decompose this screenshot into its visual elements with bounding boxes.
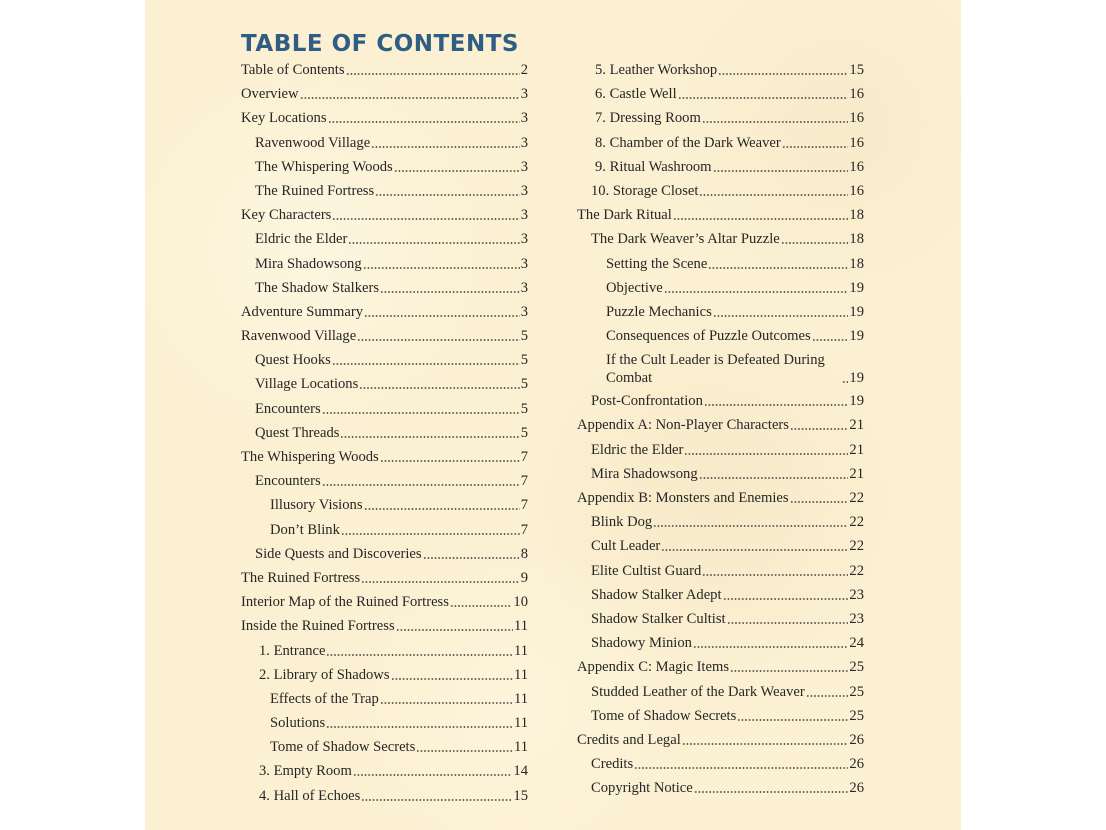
toc-entry[interactable]	[577, 731, 864, 749]
toc-entry[interactable]	[241, 714, 528, 732]
toc-entry-label: Mira Shadowsong	[591, 465, 698, 482]
dot-leader	[806, 695, 849, 697]
dot-leader	[704, 404, 849, 406]
dot-leader	[694, 791, 849, 793]
toc-entry-label: Key Locations	[241, 110, 327, 127]
toc-entry-page-number: 16	[849, 182, 864, 199]
toc-entry-page-number: 23	[849, 610, 864, 627]
toc-entry-page-number: 21	[849, 441, 864, 458]
toc-entry[interactable]	[577, 489, 864, 507]
toc-entry-page-number: 5	[520, 424, 528, 441]
toc-entry-page-number: 5	[520, 352, 528, 369]
toc-entry[interactable]	[577, 658, 864, 676]
toc-entry[interactable]	[577, 441, 864, 459]
toc-entry-label: Overview	[241, 86, 299, 103]
dot-leader	[842, 381, 848, 383]
toc-entry[interactable]	[241, 279, 528, 297]
toc-entry[interactable]	[241, 496, 528, 514]
toc-entry-page-number: 7	[520, 473, 528, 490]
toc-entry-label: The Whispering Woods	[255, 158, 393, 175]
toc-entry[interactable]	[241, 472, 528, 490]
toc-entry-page-number: 14	[513, 763, 528, 780]
dot-leader	[699, 194, 848, 196]
toc-entry-page-number: 3	[520, 207, 528, 224]
dot-leader	[790, 428, 848, 430]
toc-entry[interactable]	[577, 755, 864, 773]
dot-leader	[790, 501, 849, 503]
toc-entry-page-number: 18	[849, 231, 864, 248]
toc-entry[interactable]	[577, 134, 864, 152]
toc-entry-page-number: 9	[520, 569, 528, 586]
dot-leader	[348, 242, 519, 244]
toc-entry-label: 7. Dressing Room	[595, 110, 701, 127]
dot-leader	[664, 291, 849, 293]
toc-entry[interactable]	[577, 779, 864, 797]
toc-entry[interactable]	[241, 787, 528, 805]
toc-entry[interactable]	[577, 303, 864, 321]
toc-entry[interactable]	[241, 738, 528, 756]
toc-entry[interactable]	[241, 206, 528, 224]
toc-entry[interactable]	[241, 85, 528, 103]
toc-entry[interactable]	[241, 61, 528, 79]
toc-entry-label: Key Characters	[241, 207, 332, 224]
dot-leader	[723, 598, 849, 600]
dot-leader	[678, 97, 849, 99]
toc-entry-label: Ravenwood Village	[255, 134, 371, 151]
toc-entry-page-number: 5	[520, 400, 528, 417]
toc-entry[interactable]	[577, 610, 864, 628]
toc-entry-label: The Whispering Woods	[241, 449, 379, 465]
dot-leader	[340, 436, 519, 438]
toc-entry-page-number: 8	[520, 545, 528, 562]
toc-entry[interactable]	[577, 85, 864, 103]
dot-leader	[371, 146, 520, 148]
toc-entry-label: 3. Empty Room	[259, 763, 352, 780]
toc-entry-label: Puzzle Mechanics	[606, 303, 712, 320]
toc-entry-label: Ravenwood Village	[241, 328, 357, 345]
toc-entry-label: 4. Hall of Echoes	[259, 787, 361, 804]
toc-entry-label: Setting the Scene	[606, 255, 708, 272]
dot-leader	[416, 750, 513, 752]
dot-leader	[364, 508, 520, 510]
dot-leader	[812, 339, 849, 341]
toc-entry-page-number: 19	[849, 279, 864, 296]
dot-leader	[693, 646, 848, 648]
toc-entry-page-number: 11	[513, 739, 528, 756]
toc-entry-label: Quest Hooks	[255, 352, 331, 369]
toc-entry-label: Credits and Legal	[577, 731, 681, 748]
toc-entry-page-number: 3	[520, 279, 528, 296]
toc-entry[interactable]	[577, 351, 864, 387]
dot-leader	[375, 194, 520, 196]
toc-entry-label: 5. Leather Workshop	[595, 62, 718, 78]
toc-entry[interactable]	[241, 545, 528, 563]
toc-entry[interactable]	[241, 400, 528, 418]
toc-entry-page-number: 5	[520, 376, 528, 393]
toc-entry-page-number: 21	[849, 465, 864, 482]
toc-entry-label: Post-Confrontation	[591, 393, 703, 410]
dot-leader	[322, 484, 520, 486]
toc-entry[interactable]	[577, 206, 864, 224]
toc-entry[interactable]	[577, 537, 864, 555]
toc-entry-label: Quest Threads	[255, 424, 340, 441]
toc-entry-label: Don’t Blink	[270, 521, 340, 538]
toc-entry-page-number: 19	[849, 328, 864, 345]
dot-leader	[661, 549, 848, 551]
toc-entry-page-number: 11	[513, 618, 528, 635]
toc-entry-label: Illusory Visions	[270, 497, 363, 514]
dot-leader	[322, 412, 520, 414]
toc-entry[interactable]	[577, 61, 864, 79]
toc-entry-label: Adventure Summary	[241, 303, 363, 320]
toc-entry-page-number: 24	[849, 635, 864, 652]
toc-entry[interactable]	[577, 109, 864, 127]
toc-left-column	[241, 61, 528, 811]
toc-entry[interactable]	[241, 617, 528, 635]
dot-leader	[346, 73, 520, 75]
toc-entry-page-number: 22	[849, 562, 864, 579]
toc-entry[interactable]	[241, 762, 528, 780]
dot-leader	[380, 291, 520, 293]
dot-leader	[702, 574, 848, 576]
toc-entry[interactable]	[577, 182, 864, 200]
toc-entry[interactable]	[241, 448, 528, 466]
toc-entry[interactable]	[577, 465, 864, 483]
toc-entry[interactable]	[577, 279, 864, 297]
dot-leader	[396, 629, 513, 631]
toc-entry-label: Copyright Notice	[591, 780, 693, 797]
toc-entry-page-number: 3	[520, 86, 528, 103]
toc-entry-page-number: 3	[520, 231, 528, 248]
toc-entry-label: Effects of the Trap	[270, 690, 379, 707]
dot-leader	[737, 719, 848, 721]
toc-entry-label: Table of Contents	[241, 62, 345, 78]
toc-entry[interactable]	[241, 375, 528, 393]
dot-leader	[781, 242, 849, 244]
toc-entry-label: The Ruined Fortress	[255, 182, 375, 199]
toc-entry-page-number: 18	[849, 207, 864, 224]
toc-entry[interactable]	[577, 562, 864, 580]
toc-entry[interactable]	[241, 303, 528, 321]
dot-leader	[713, 315, 849, 317]
toc-entry-label: 6. Castle Well	[595, 86, 677, 103]
toc-entry[interactable]	[241, 690, 528, 708]
dot-leader	[673, 218, 849, 220]
toc-entry-label: Elite Cultist Guard	[591, 562, 702, 579]
toc-entry[interactable]	[577, 255, 864, 273]
toc-entry-label: Village Locations	[255, 376, 359, 393]
toc-entry-label: The Dark Ritual	[577, 207, 672, 224]
toc-entry-page-number: 19	[849, 303, 864, 320]
dot-leader	[394, 170, 520, 172]
toc-entry-label: Encounters	[255, 400, 321, 417]
dot-leader	[364, 315, 520, 317]
toc-entry-label: 10. Storage Closet	[591, 182, 699, 199]
toc-entry-page-number: 26	[849, 756, 864, 773]
toc-entry[interactable]	[241, 521, 528, 539]
toc-entry[interactable]	[241, 569, 528, 587]
toc-entry-label: Appendix C: Magic Items	[577, 659, 729, 676]
dot-leader	[357, 339, 520, 341]
toc-entry-label: The Dark Weaver’s Altar Puzzle	[591, 231, 780, 248]
toc-entry-label: Shadow Stalker Adept	[591, 586, 722, 603]
toc-entry-page-number: 16	[849, 110, 864, 127]
toc-entry[interactable]	[577, 707, 864, 725]
dot-leader	[727, 622, 849, 624]
dot-leader	[361, 581, 520, 583]
dot-leader	[332, 363, 520, 365]
toc-entry[interactable]	[241, 182, 528, 200]
toc-entry-page-number: 3	[520, 303, 528, 320]
toc-entry-page-number: 11	[513, 715, 528, 732]
toc-entry-label: 2. Library of Shadows	[259, 666, 390, 683]
toc-entry[interactable]	[577, 683, 864, 701]
toc-entry[interactable]	[577, 416, 864, 434]
toc-entry-page-number: 26	[849, 731, 864, 748]
toc-entry[interactable]	[241, 327, 528, 345]
toc-entry-page-number: 7	[520, 521, 528, 538]
dot-leader	[326, 654, 512, 656]
toc-entry-label: Tome of Shadow Secrets	[270, 739, 416, 756]
dot-leader	[326, 726, 513, 728]
toc-entry[interactable]	[577, 586, 864, 604]
toc-entry-page-number: 19	[849, 393, 864, 410]
toc-entry-page-number: 3	[520, 255, 528, 272]
toc-entry-label: Eldric the Elder	[255, 231, 348, 248]
toc-entry-label: Mira Shadowsong	[255, 255, 362, 272]
toc-entry-label: Cult Leader	[591, 538, 661, 555]
toc-entry-label: Studded Leather of the Dark Weaver	[591, 683, 805, 700]
toc-entry-page-number: 18	[849, 255, 864, 272]
toc-entry[interactable]	[241, 642, 528, 660]
toc-entry-page-number: 11	[513, 642, 528, 659]
dot-leader	[328, 121, 520, 123]
toc-entry-page-number: 16	[849, 86, 864, 103]
toc-entry-page-number: 25	[849, 659, 864, 676]
toc-entry-label: Objective	[606, 279, 663, 296]
toc-entry[interactable]	[241, 593, 528, 611]
dot-leader	[682, 743, 849, 745]
toc-entry-label: Eldric the Elder	[591, 441, 684, 458]
toc-entry-page-number: 22	[849, 514, 864, 531]
toc-entry-page-number: 16	[849, 158, 864, 175]
dot-leader	[730, 670, 848, 672]
dot-leader	[702, 121, 849, 123]
dot-leader	[341, 533, 520, 535]
toc-entry[interactable]	[241, 424, 528, 442]
toc-entry-page-number: 10	[513, 594, 528, 611]
toc-entry-label: Interior Map of the Ruined Fortress	[241, 594, 449, 611]
toc-entry-page-number: 2	[520, 62, 528, 78]
toc-entry-label: 9. Ritual Washroom	[595, 158, 712, 175]
dot-leader	[391, 678, 513, 680]
toc-entry[interactable]	[577, 327, 864, 345]
toc-entry-page-number: 11	[513, 690, 528, 707]
toc-entry[interactable]	[241, 109, 528, 127]
toc-entry[interactable]	[241, 134, 528, 152]
toc-entry-page-number: 15	[849, 62, 864, 78]
toc-entry[interactable]	[577, 158, 864, 176]
dot-leader	[634, 767, 848, 769]
toc-entry-page-number: 11	[513, 666, 528, 683]
toc-entry-page-number: 22	[849, 490, 864, 506]
toc-entry[interactable]	[577, 634, 864, 652]
toc-entry[interactable]	[241, 158, 528, 176]
toc-entry-label: Encounters	[255, 473, 321, 490]
toc-entry-page-number: 23	[849, 586, 864, 603]
toc-entry-label: Inside the Ruined Fortress	[241, 618, 395, 635]
toc-entry[interactable]	[241, 351, 528, 369]
dot-leader	[361, 799, 512, 801]
toc-entry[interactable]	[577, 513, 864, 531]
dot-leader	[359, 387, 519, 389]
toc-entry-label: Solutions	[270, 715, 326, 732]
toc-entry-label: If the Cult Leader is Defeated During Combat	[606, 352, 825, 387]
toc-entry-page-number: 7	[520, 449, 528, 465]
toc-entry-label: The Shadow Stalkers	[255, 279, 380, 296]
toc-entry-page-number: 3	[520, 158, 528, 175]
toc-entry-label: Blink Dog	[591, 514, 653, 531]
toc-entry-label: Credits	[591, 756, 634, 773]
dot-leader	[300, 97, 520, 99]
toc-entry[interactable]	[241, 230, 528, 248]
toc-entry-page-number: 7	[520, 497, 528, 514]
toc-entry-page-number: 3	[520, 110, 528, 127]
dot-leader	[782, 146, 849, 148]
dot-leader	[380, 460, 520, 462]
toc-entry-page-number: 25	[849, 683, 864, 700]
dot-leader	[332, 218, 519, 220]
toc-entry[interactable]	[241, 255, 528, 273]
dot-leader	[450, 605, 512, 607]
toc-entry-label: Side Quests and Discoveries	[255, 545, 422, 562]
toc-entry-page-number: 5	[520, 328, 528, 345]
dot-leader	[380, 702, 513, 704]
dot-leader	[718, 73, 848, 75]
toc-entry-page-number: 21	[849, 417, 864, 434]
toc-entry-label: Consequences of Puzzle Outcomes	[606, 328, 811, 345]
dot-leader	[423, 557, 520, 559]
toc-right-column	[577, 61, 864, 803]
toc-entry-label: 1. Entrance	[259, 642, 326, 659]
toc-entry-label: Shadowy Minion	[591, 635, 692, 652]
toc-entry[interactable]	[577, 392, 864, 410]
dot-leader	[684, 453, 848, 455]
toc-entry-page-number: 16	[849, 134, 864, 151]
toc-entry[interactable]	[577, 230, 864, 248]
toc-entry-page-number: 15	[513, 787, 528, 804]
toc-entry-page-number: 3	[520, 134, 528, 151]
toc-entry-label: Shadow Stalker Cultist	[591, 610, 726, 627]
dot-leader	[699, 477, 849, 479]
toc-entry-label: Tome of Shadow Secrets	[591, 707, 737, 724]
dot-leader	[713, 170, 849, 172]
page-title: TABLE OF CONTENTS	[241, 31, 519, 57]
toc-entry-label: Appendix B: Monsters and Enemies	[577, 490, 789, 506]
toc-entry-page-number: 26	[849, 780, 864, 797]
dot-leader	[653, 525, 848, 527]
toc-entry[interactable]	[241, 666, 528, 684]
toc-entry-label: 8. Chamber of the Dark Weaver	[595, 134, 781, 151]
toc-entry-page-number: 25	[849, 707, 864, 724]
toc-entry-page-number: 22	[849, 538, 864, 555]
toc-entry-label: Appendix A: Non-Player Characters	[577, 417, 789, 434]
toc-entry-label: The Ruined Fortress	[241, 569, 361, 586]
dot-leader	[708, 267, 848, 269]
toc-entry-page-number: 3	[520, 182, 528, 199]
dot-leader	[353, 774, 513, 776]
dot-leader	[363, 267, 520, 269]
toc-entry-page-number: 19	[849, 370, 864, 387]
